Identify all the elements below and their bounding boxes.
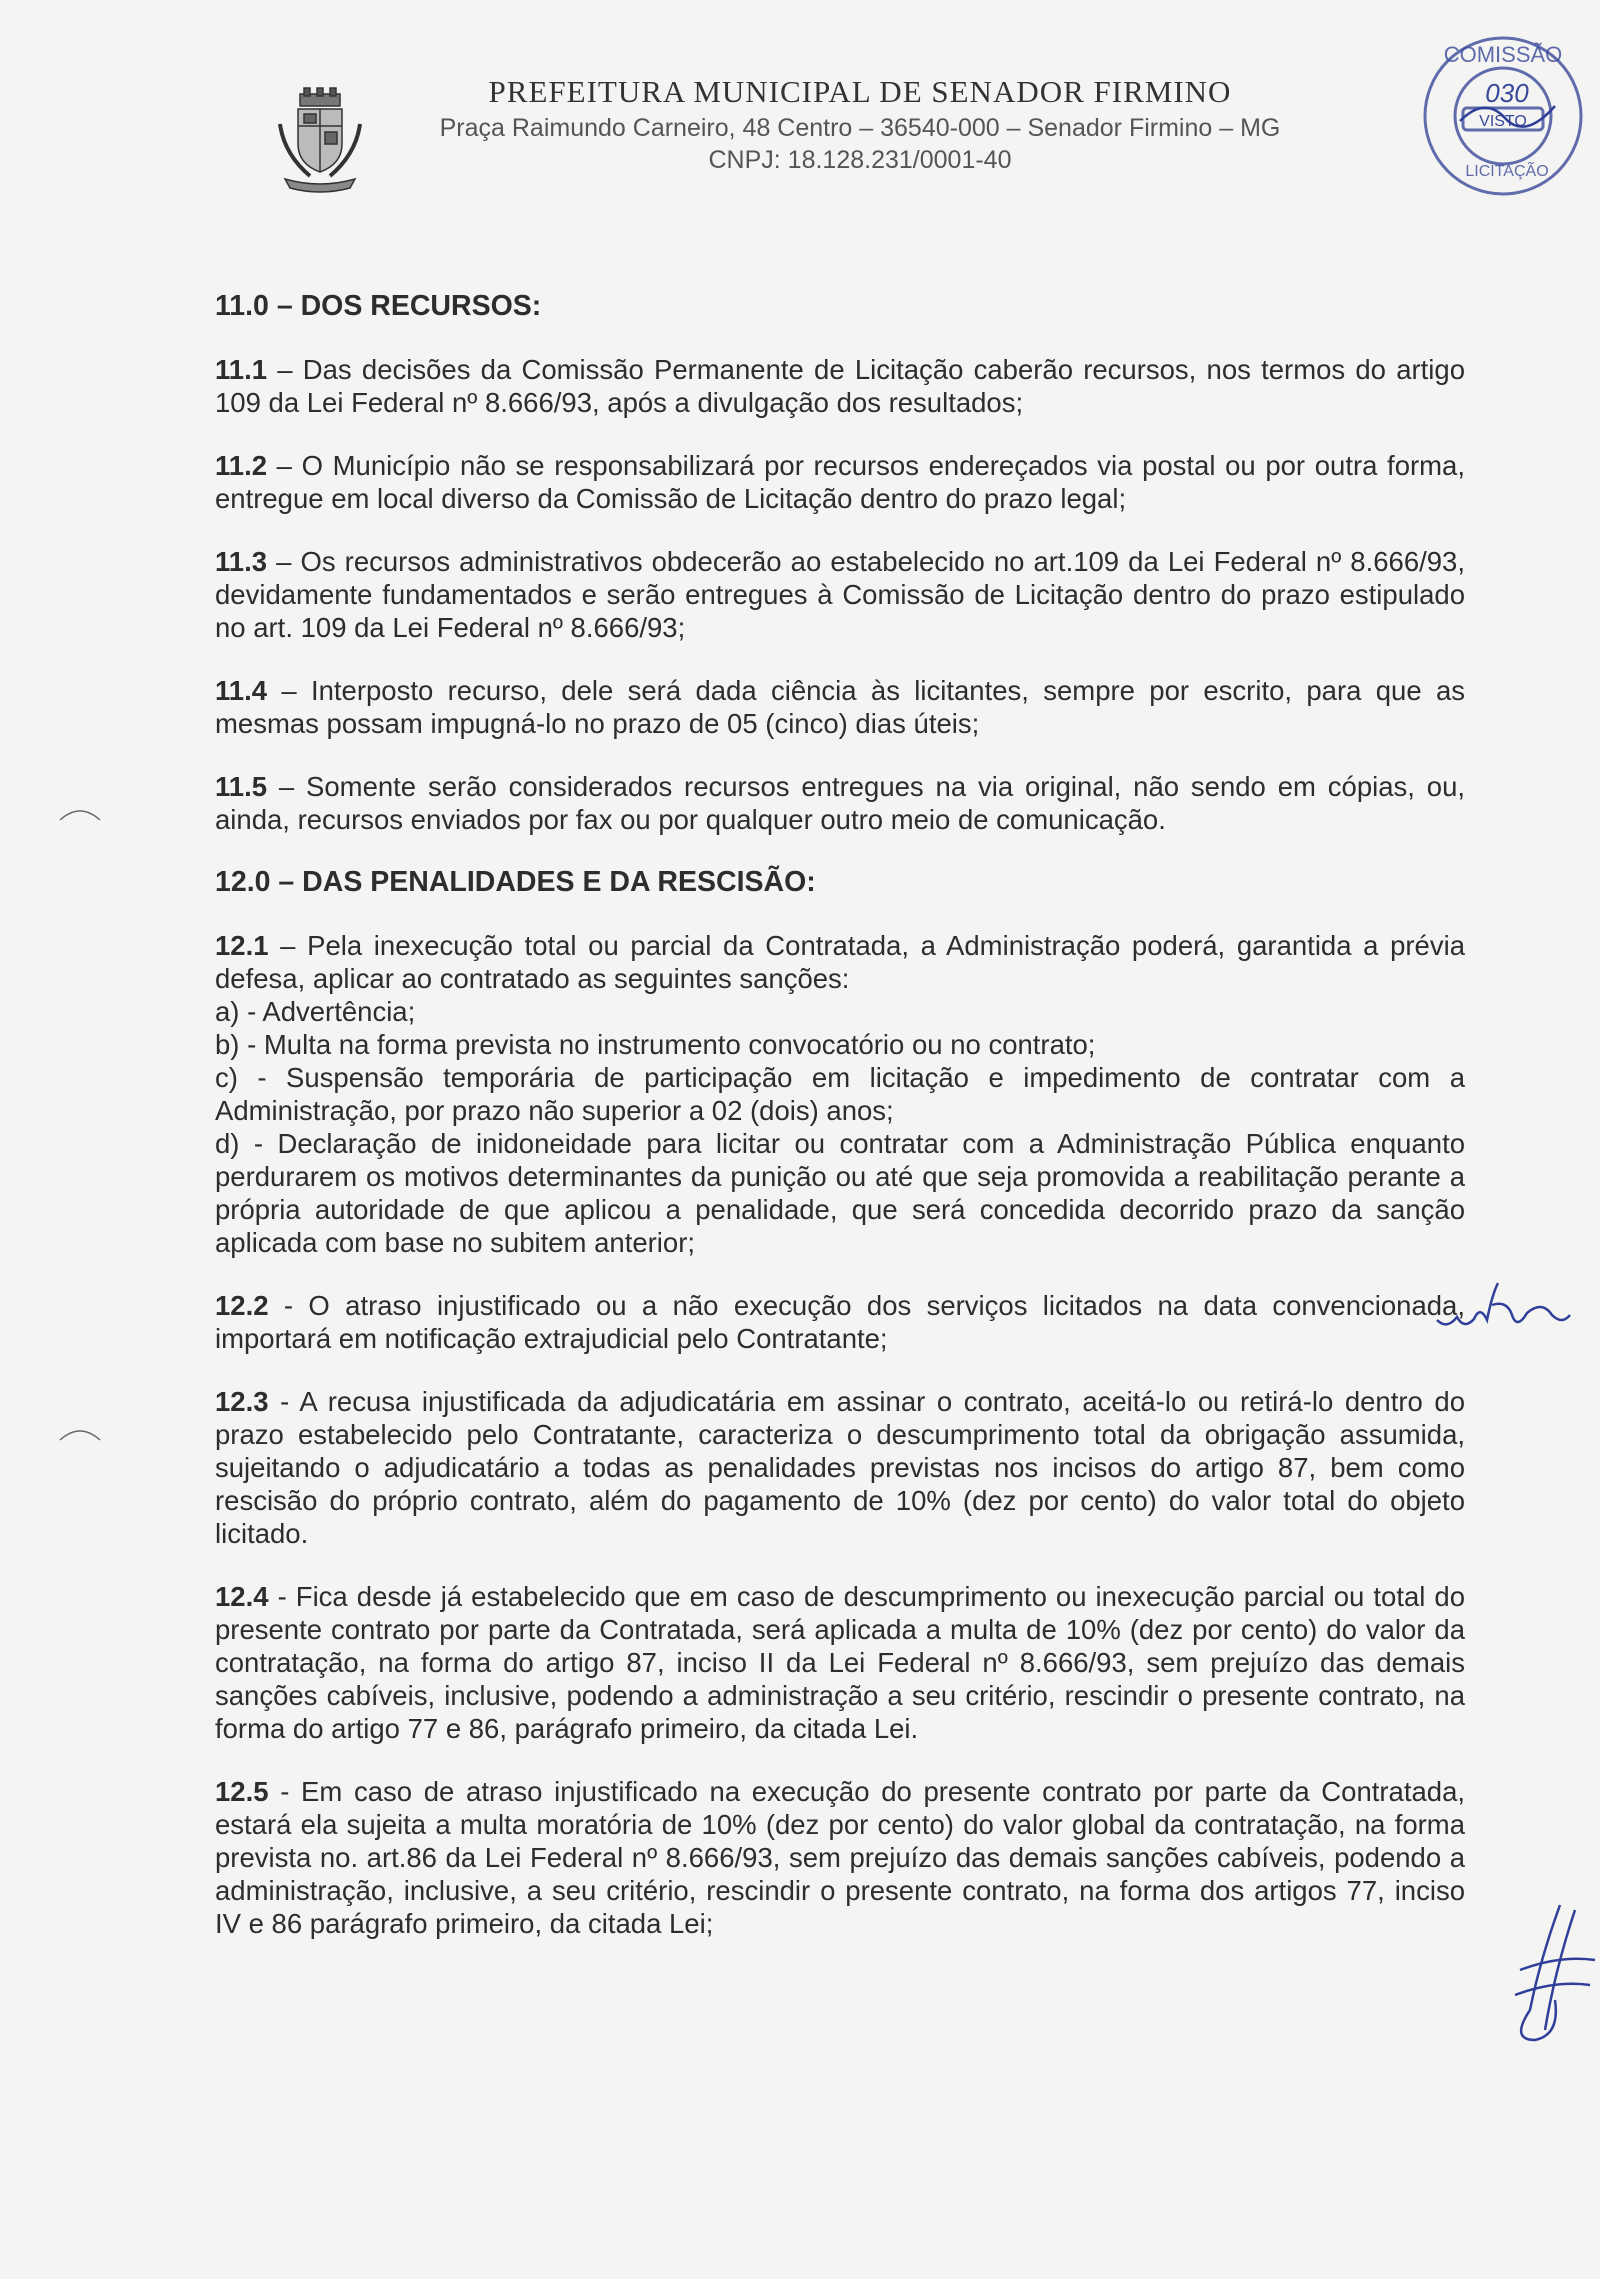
clause-11-5 [215,770,1465,836]
clause-number: 12.3 [215,1386,269,1417]
clause-12-1-intro [215,929,1465,995]
clause-11-1 [215,353,1465,419]
clause-text: – Somente serão considerados recursos entregues na via original, não sendo em cópias, ou, ainda, recursos enviados por fax ou por qualquer outro meio de comunicação. [215,771,1465,835]
clause-number: 11.4 [215,675,268,706]
clause-text: - Em caso de atraso injustificado na execução do presente contrato por parte da Contratada, estará ela sujeita a multa moratória de 10% (dez por cento) do valor global da contratação, na forma prevista no. art.86 da Lei Federal nº 8.666/93, sem prejuízo das demais sanções cabíveis, podendo a administração, inclusive, a seu critério, rescindir o presente contrato, na forma dos artigos 77, inciso IV e 86 parágrafo primeiro, da citada Lei; [215,1776,1465,1939]
clause-text: – Interposto recurso, dele será dada ciência às licitantes, sempre por escrito, para que as mesmas possam impugná-lo no prazo de 05 (cinco) dias úteis; [215,675,1465,739]
clause-number: 11.5 [215,771,268,802]
stamp-label-top: COMISSÃO [1443,42,1563,67]
punch-mark [55,1420,105,1450]
clause-12-2 [215,1289,1465,1355]
clause-12-5 [215,1775,1465,1940]
stamp-label-bottom: LICITAÇÃO [1465,163,1549,180]
clause-text: – O Município não se responsabilizará por recursos endereçados via postal ou por outra forma, entregue em local diverso da Comissão de Licitação dentro do prazo legal; [215,450,1465,514]
clause-number: 12.4 [215,1581,269,1612]
org-cnpj: CNPJ: 18.128.231/0001-40 [708,146,1012,174]
clause-number: 12.2 [215,1290,269,1321]
clause-number: 11.1 [215,354,268,385]
clause-text: – Pela inexecução total ou parcial da Contratada, a Administração poderá, garantida a prévia defesa, aplicar ao contratado as seguintes sanções: [215,930,1465,994]
clause-11-3 [215,545,1465,644]
clause-text: - A recusa injustificada da adjudicatária em assinar o contrato, aceitá-lo ou retirá-lo dentro do prazo estabelecido pelo Contratante, caracteriza o descumprimento total da obrigação assumida, sujeitando o adjudicatário a todas as penalidades previstas nos incisos do artigo 87, bem como rescisão do próprio contrato, além do pagamento de 10% (dez por cento) do valor total do objeto licitado. [215,1386,1465,1549]
coat-of-arms-icon [270,84,370,194]
clause-number: 11.2 [215,450,268,481]
clause-text: – Os recursos administrativos obdecerão ao estabelecido no art.109 da Lei Federal nº 8.666/93, devidamente fundamentados e serão entregues à Comissão de Licitação dentro do prazo estipulado no art. 109 da Lei Federal nº 8.666/93; [215,546,1465,643]
document-body [215,290,1465,1970]
sanction-item-c: c) - Suspensão temporária de participação em licitação e impedimento de contratar com a Administração, por prazo não superior a 02 (dois) anos; [215,1062,1465,1126]
org-address: Praça Raimundo Carneiro, 48 Centro – 36540-000 – Senador Firmino – MG [439,114,1281,142]
letterhead-text [410,72,1310,176]
rubric-signature [1500,1900,1600,2050]
clause-text: – Das decisões da Comissão Permanente de Licitação caberão recursos, nos termos do artigo 109 da Lei Federal nº 8.666/93, após a divulgação dos resultados; [215,354,1465,418]
initials-signature [1432,1275,1572,1345]
clause-number: 11.3 [215,546,268,577]
clause-text: - O atraso injustificado ou a não execução dos serviços licitados na data convencionada, importará em notificação extrajudicial pelo Contratante; [215,1290,1465,1354]
stamp-number: 030 [1485,78,1529,108]
clause-12-4 [215,1580,1465,1745]
clause-text: - Fica desde já estabelecido que em caso de descumprimento ou inexecução parcial ou total do presente contrato por parte da Contratada, será aplicada a multa de 10% (dez por cento) do valor da contratação, na forma do artigo 87, inciso II da Lei Federal nº 8.666/93, sem prejuízo das demais sanções cabíveis, inclusive, podendo a administração a seu critério, rescindir o presente contrato, na forma do artigo 77 e 86, parágrafo primeiro, da citada Lei. [215,1581,1465,1744]
punch-mark [55,800,105,830]
stamp-visto: VISTO [1479,113,1527,130]
commission-stamp [1415,26,1595,206]
clause-11-4 [215,674,1465,740]
clause-number: 12.1 [215,930,269,961]
clause-12-1 [215,929,1465,1259]
clause-number: 12.5 [215,1776,269,1807]
section-11-heading: 11.0 – DOS RECURSOS: [215,290,542,322]
clause-12-3 [215,1385,1465,1550]
section-12-heading: 12.0 – DAS PENALIDADES E DA RESCISÃO: [215,866,816,898]
org-name: PREFEITURA MUNICIPAL DE SENADOR FIRMINO [488,74,1232,109]
sanction-item-d: d) - Declaração de inidoneidade para licitar ou contratar com a Administração Pública enquanto perdurarem os motivos determinantes da punição ou até que seja promovida a reabilitação perante a própria autoridade de que aplicou a penalidade, que será concedida decorrido prazo da sanção aplicada com base no subitem anterior; [215,1128,1465,1258]
sanction-item-a: a) - Advertência; [215,996,416,1027]
sanction-item-b: b) - Multa na forma prevista no instrumento convocatório ou no contrato; [215,1029,1096,1060]
clause-11-2 [215,449,1465,515]
